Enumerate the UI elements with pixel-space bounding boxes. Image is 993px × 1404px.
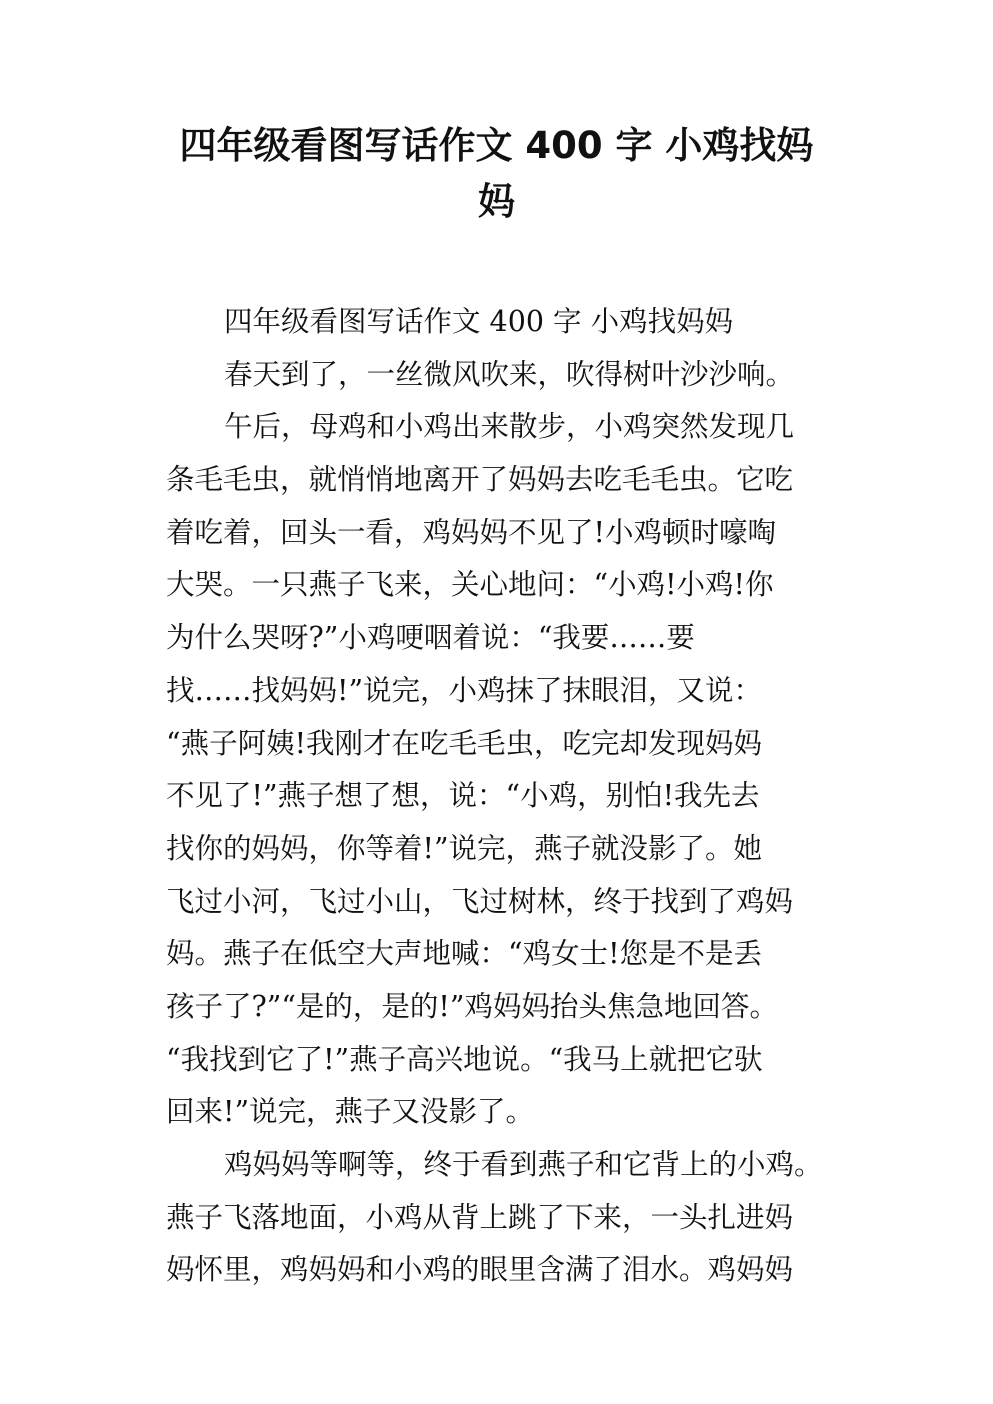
body-line: 不见了!”燕子想了想，说：“小鸡，别怕!我先去 [166,779,760,813]
body-line: 四年级看图写话作文 400 字 小鸡找妈妈 [224,305,734,338]
body-line: 条毛毛虫，就悄悄地离开了妈妈去吃毛毛虫。它吃 [166,463,794,497]
body-line: “燕子阿姨!我刚才在吃毛毛虫，吃完却发现妈妈 [166,726,763,760]
document-body [166,296,866,1297]
body-line: 飞过小河，飞过小山，飞过树林，终于找到了鸡妈 [166,884,794,918]
body-line: 大哭。一只燕子飞来，关心地问：“小鸡!小鸡!你 [166,568,774,602]
body-line: 找……找妈妈!”说完，小鸡抹了抹眼泪，又说： [166,673,763,707]
body-line: 回来!”说完，燕子又没影了。 [166,1095,535,1129]
body-line: 鸡妈妈等啊等，终于看到燕子和它背上的小鸡。 [224,1148,823,1181]
document-title-line-2: 妈 [478,180,515,223]
body-line: 找你的妈妈，你等着!”说完，燕子就没影了。她 [166,831,763,865]
document-title-line-1: 四年级看图写话作文 400 字 小鸡找妈 [179,124,814,167]
document-title [150,118,843,230]
body-line: 妈。燕子在低空大声地喊：“鸡女士!您是不是丢 [166,937,763,971]
body-line: 妈怀里，鸡妈妈和小鸡的眼里含满了泪水。鸡妈妈 [166,1253,794,1287]
body-line: “我找到它了!”燕子高兴地说。“我马上就把它驮 [166,1042,763,1076]
body-line: 午后，母鸡和小鸡出来散步，小鸡突然发现几 [224,410,795,444]
body-line: 燕子飞落地面，小鸡从背上跳了下来，一头扎进妈 [166,1200,794,1234]
body-line: 为什么哭呀?”小鸡哽咽着说：“我要……要 [166,621,695,655]
body-line: 孩子了?”“是的，是的!”鸡妈妈抬头焦急地回答。 [166,989,778,1023]
body-line: 着吃着，回头一看，鸡妈妈不见了!小鸡顿时嚎啕 [166,515,776,549]
body-line: 春天到了，一丝微风吹来，吹得树叶沙沙响。 [224,357,795,391]
